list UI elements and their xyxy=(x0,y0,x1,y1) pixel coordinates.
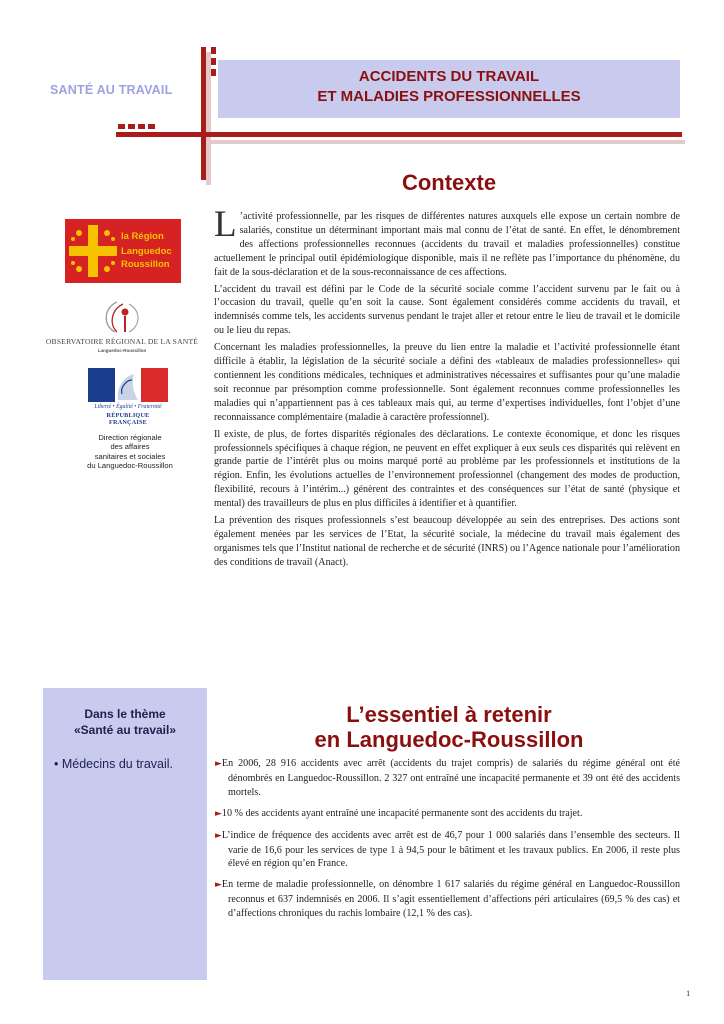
list-item: ►L’indice de fréquence des accidents avec arrêt est de 46,7 pour 1 000 salariés dans l’ensemble des secteurs. Il varie de 16,6 pour les services de type 1 à 94,5 pour le bâtiment et les travaux publics. En 2006, il reste plus élevé en région qu’en France. xyxy=(215,829,680,870)
context-paragraph: Concernant les maladies professionnelles, la preuve du lien entre la maladie et l’activité professionnelle étant difficile à établir, la législation de la sécurité sociale a défini des «tableaux de maladies professionnelles» qui contiennent les conditions médicales, techniques et administratives nécessaires et suffisantes pour qu’une maladie soit reconnue par présomption comme professionnelle. Sont également reconnues comme professionnelles les maladies qui n’appartiennent pas à ces tableaux mais qui, au terme d’expertises individuelles, font l’objet d’une reconnaissance complémentaire (maladie à caractère professionnel). xyxy=(214,342,680,423)
republic-motto: Liberté • Égalité • Fraternité xyxy=(94,404,162,410)
drop-cap: L xyxy=(214,204,237,245)
arrow-right-icon: ► xyxy=(215,830,222,841)
context-paragraph: La prévention des risques professionnels s’est beaucoup développée au sein des entreprises. Des actions sont également menées par les services de l’Etat, la sécurité sociale, la médecine du travail mais également des organismes tels que l’Institut national de recherche et de sécurité (INRS) ou l’Agence nationale pour l’amélioration des conditions de travail (Anact). xyxy=(214,515,680,568)
context-body xyxy=(214,204,680,573)
marianne-icon xyxy=(88,368,168,402)
context-paragraph: L’accident du travail est défini par le Code de la sécurité sociale comme l’accident survenu par le fait ou à l’occasion du travail, quelle qu’en soit la cause. Sont également considérés comme accidents du travail, et indemnisés comme tels, les accidents survenus pendant le trajet aller et retour entre le lieu de travail et le domicile ou le lieu du repas. xyxy=(214,283,680,337)
ors-emblem-icon xyxy=(97,298,147,336)
republic-label: RÉPUBLIQUE FRANÇAISE xyxy=(106,412,150,426)
ors-logo: OBSERVATOIRE RÉGIONAL DE LA SANTÉ Languedoc-Roussillon xyxy=(42,298,202,358)
sidebar-heading: Dans le thème «Santé au travail» xyxy=(73,707,177,737)
page-title: ACCIDENTS DU TRAVAIL ET MALADIES PROFESSIONNELLES xyxy=(317,68,581,105)
context-paragraph: L ’activité professionnelle, par les risques de différentes natures auxquels elle expose un certain nombre de salariés, constitue un déterminant important mais mal connu de l’état de santé. En effet, le dénombrement des affections professionnelles reconnues (accidents du travail et maladies professionnelles) constitue actuellement le principal outil épidémiologique disponible, mais il ne reflète pas l’importance du phénomène, du fait de la sous-déclaration et de la sous-reconnaissance de ces affections. xyxy=(214,204,680,278)
context-title: Contexte xyxy=(401,170,497,195)
region-logo: la Région Languedoc Roussillon xyxy=(65,219,181,283)
sidebar-item-medecins[interactable]: • Médecins du travail. xyxy=(54,757,174,771)
region-cross-icon xyxy=(67,221,119,281)
arrow-right-icon: ► xyxy=(215,759,222,769)
sidebar-list xyxy=(54,756,204,772)
list-item: ►En terme de maladie professionnelle, on dénombre 1 617 salariés du régime général en Languedoc-Roussillon reconnus et 637 indemnisés en 2006. Il s’agit essentiellement d’affections péri articulaires (69,5 % des cas) et d’affections chroniques du rachis lombaire (12,1 % des cas). xyxy=(215,879,680,920)
key-points-list xyxy=(215,757,680,928)
arrow-right-icon: ► xyxy=(215,880,222,891)
list-item: ►10 % des accidents ayant entraîné une incapacité permanente sont des accidents du trajet. xyxy=(215,807,583,819)
drass-label: Direction régionale des affaires sanitaires et sociales du Languedoc-Roussillon xyxy=(87,433,173,471)
context-paragraph: Il existe, de plus, de fortes disparités régionales des déclarations. Le contexte économique, et donc les risques professionnels spécifiques à chaque région, ne peuvent en effet expliquer à eux seuls ces disparités qui relèvent en grande partie de l’intérêt plus ou moins marqué porté au problème par les professionnels et institutions de la région. Enfin, les évolutions actuelles de l’environnement professionnel (changement des modes de production, flexibilité, recours à l’intérim...) génèrent des contraintes et des conséquences sur l’état de santé (physique et mental) des travailleurs de plus en plus difficiles à identifier et à quantifier. xyxy=(214,428,680,510)
section-tag: SANTÉ AU TRAVAIL xyxy=(50,83,173,97)
key-points-title: L’essentiel à retenir en Languedoc-Roussillon xyxy=(314,702,584,752)
list-item: ►En 2006, 28 916 accidents avec arrêt (accidents du trajet compris) de salariés du régime général ont été dénombrés en Languedoc-Roussillon. 2 327 ont entraîné une incapacité permanente et 39 ont été des accidents mortels. xyxy=(215,758,680,798)
page-number: 1 xyxy=(686,988,691,998)
arrow-right-icon: ► xyxy=(215,808,222,819)
